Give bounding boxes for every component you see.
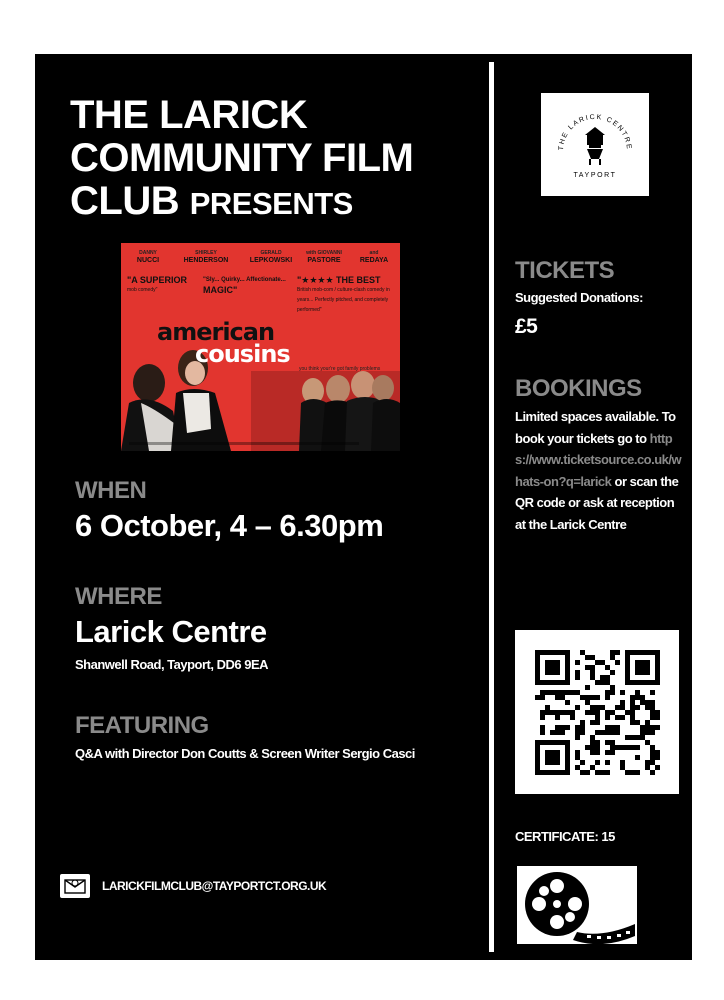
fine-print [129,442,359,445]
bookings-text [515,406,685,535]
larick-centre-logo [541,93,649,196]
page-title [70,94,470,225]
when-label: WHEN [75,477,147,504]
title-line-1: THE LARICK [70,93,308,137]
film-reel-icon [517,866,637,944]
credit-2: SHIRLEY HENDERSON [183,250,229,264]
quote-3: "★★★★ THE BEST British mob-com / culture-clash comedy in years... Perfectly pitched, and completely performed" [297,275,390,313]
quote-2: "Sly... Quirky... Affectionate... MAGIC" [203,277,286,295]
title-presents: PRESENTS [189,186,353,221]
certificate: CERTIFICATE: 15 [515,829,615,844]
credit-5: and REDAYA [359,250,389,264]
featuring-label: FEATURING [75,712,209,739]
email-envelope-icon [60,874,90,898]
column-divider [489,62,494,952]
tickets-price: £5 [515,315,538,338]
logo-arc-text: THE LARICK CENTRE [557,113,633,151]
tickets-sub: Suggested Donations: [515,290,643,305]
featuring-value: Q&A with Director Don Coutts & Screen Writer Sergio Casci [75,746,415,761]
when-value: 6 October, 4 – 6.30pm [75,508,384,543]
bookings-text-before: Limited spaces available. To book your tickets go to [515,409,676,446]
ticket-link[interactable]: https://www.ticketsource.co.uk/whats-on?q=larick [515,430,682,489]
film-title: american cousins [157,318,290,368]
email-link[interactable]: LARICKFILMCLUB@TAYPORTCT.ORG.UK [102,879,327,893]
qr-code[interactable] [515,630,679,794]
where-value: Larick Centre [75,614,267,649]
movie-poster-image [121,243,400,451]
film-tagline: you think your're got family problems [299,366,381,372]
credit-1: DANNY NUCCI [136,250,160,264]
quote-1: "A SUPERIOR mob comedy" [127,275,187,293]
bookings-label: BOOKINGS [515,375,642,402]
title-line-2: COMMUNITY FILM [70,136,414,180]
where-label: WHERE [75,583,162,610]
credit-3: GERALD LEPKOWSKI [249,250,293,264]
tickets-label: TICKETS [515,257,615,284]
title-line-3: CLUB [70,179,180,223]
logo-bottom-text: TAYPORT [573,172,617,179]
address: Shanwell Road, Tayport, DD6 9EA [75,657,269,672]
credit-4: with GIOVANNI PASTORE [306,250,342,264]
bookings-text-after: or scan the QR code or ask at reception at the Larick Centre [515,473,679,532]
